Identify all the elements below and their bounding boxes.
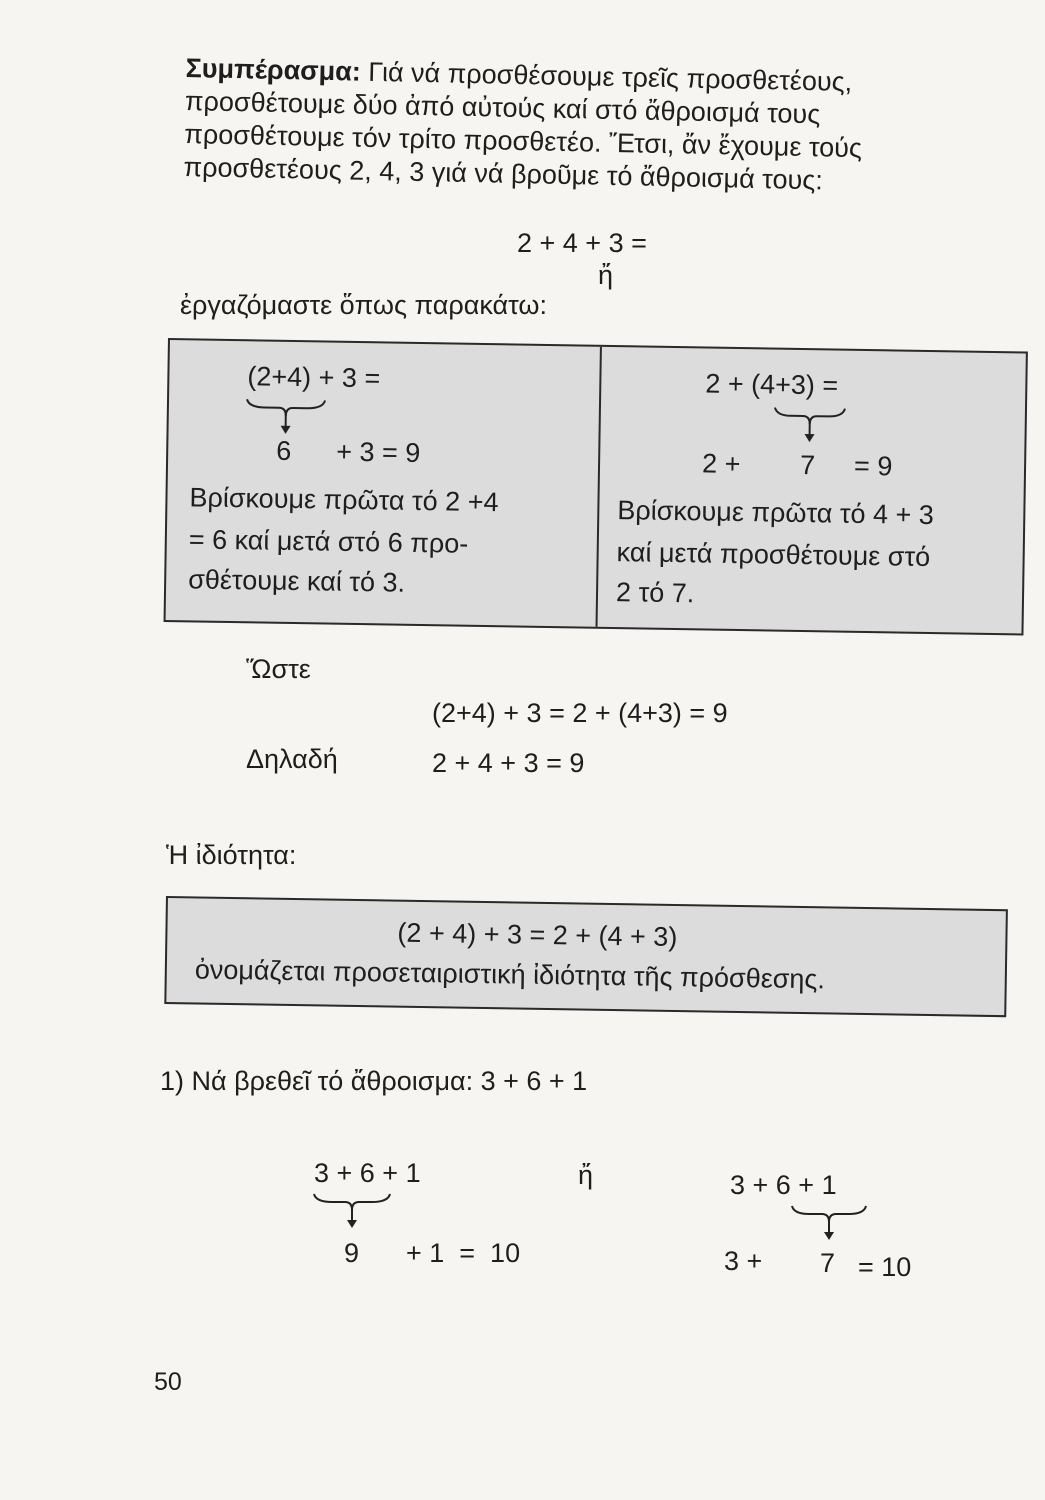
exercise-prompt: 1) Νά βρεθεῖ τό ἄθροισμα: 3 + 6 + 1 <box>160 1066 588 1096</box>
conclusion-paragraph <box>183 52 1036 202</box>
right-description-2: καί μετά προσθέτουμε στό <box>616 537 931 572</box>
conclusion-line-1: Γιά νά προσθέσουμε τρεῖς προσθετέους, <box>367 56 853 97</box>
sum-expression: 2 + 4 + 3 = <box>517 228 647 258</box>
exercise-right-left: 3 + <box>724 1246 763 1276</box>
conclusion-line-4: προσθετέους 2, 4, 3 γιά νά βροῦμε τό ἄθροισμά τους: <box>183 151 824 196</box>
property-name: ὀνομάζεται προσεταιριστική ἰδιότητα τῆς πρόσθεσης. <box>194 954 826 995</box>
left-description-3: σθέτουμε καί τό 3. <box>187 564 406 598</box>
exercise-or-word: ἤ <box>578 1160 594 1190</box>
total-sum: 2 + 4 + 3 = 9 <box>432 748 585 778</box>
right-result-left: 2 + <box>701 448 741 480</box>
conclusion-line-3: προσθέτουμε τόν τρίτο προσθετέο. Ἔτσι, ἄν ἔχουμε τούς <box>183 118 863 164</box>
hence-equation: (2+4) + 3 = 2 + (4+3) = 9 <box>432 698 728 728</box>
exercise-right-number: 7 <box>820 1248 836 1278</box>
property-box <box>164 896 1008 1017</box>
exercise-right-brace-icon <box>790 1202 868 1244</box>
left-description-1: Βρίσκουμε πρῶτα τό 2 +4 <box>189 482 499 518</box>
hence-word: Ὥστε <box>246 654 311 684</box>
right-description-3: 2 τό 7. <box>615 577 695 609</box>
left-brace-icon <box>244 395 327 436</box>
box-divider <box>596 347 602 627</box>
exercise-left-number: 9 <box>344 1238 360 1268</box>
left-result-number: 6 <box>276 435 292 466</box>
left-description-2: = 6 καί μετά στό 6 προ- <box>188 524 469 559</box>
work-line: ἐργαζόμαστε ὅπως παρακάτω: <box>180 290 547 320</box>
that-is-word: Δηλαδή <box>246 744 338 774</box>
exercise-right-rest: = 10 <box>858 1252 912 1282</box>
right-description-1: Βρίσκουμε πρῶτα τό 4 + 3 <box>617 495 935 531</box>
page-number: 50 <box>154 1368 182 1396</box>
comparison-box <box>164 338 1028 635</box>
conclusion-heading: Συμπέρασμα: <box>185 52 362 87</box>
property-label: Ἡ ἰδιότητα: <box>166 840 297 870</box>
right-result-rest: = 9 <box>853 450 893 482</box>
right-expression: 2 + (4+3) = <box>705 368 839 401</box>
conclusion-line-2: προσθέτουμε δύο ἀπό αὐτούς καί στό ἄθροισμά τους <box>184 85 821 130</box>
right-result-number: 7 <box>799 449 816 481</box>
left-result-rest: + 3 = 9 <box>335 436 421 468</box>
or-word: ἤ <box>598 260 614 290</box>
exercise-left-expression: 3 + 6 + 1 <box>314 1158 421 1188</box>
exercise-left-rest: + 1 = 10 <box>406 1238 521 1268</box>
exercise-right-expression: 3 + 6 + 1 <box>730 1170 837 1200</box>
property-formula: (2 + 4) + 3 = 2 + (4 + 3) <box>397 917 678 953</box>
right-brace-icon <box>772 404 847 445</box>
exercise-left-brace-icon <box>312 1190 392 1232</box>
left-expression: (2+4) + 3 = <box>247 361 381 394</box>
